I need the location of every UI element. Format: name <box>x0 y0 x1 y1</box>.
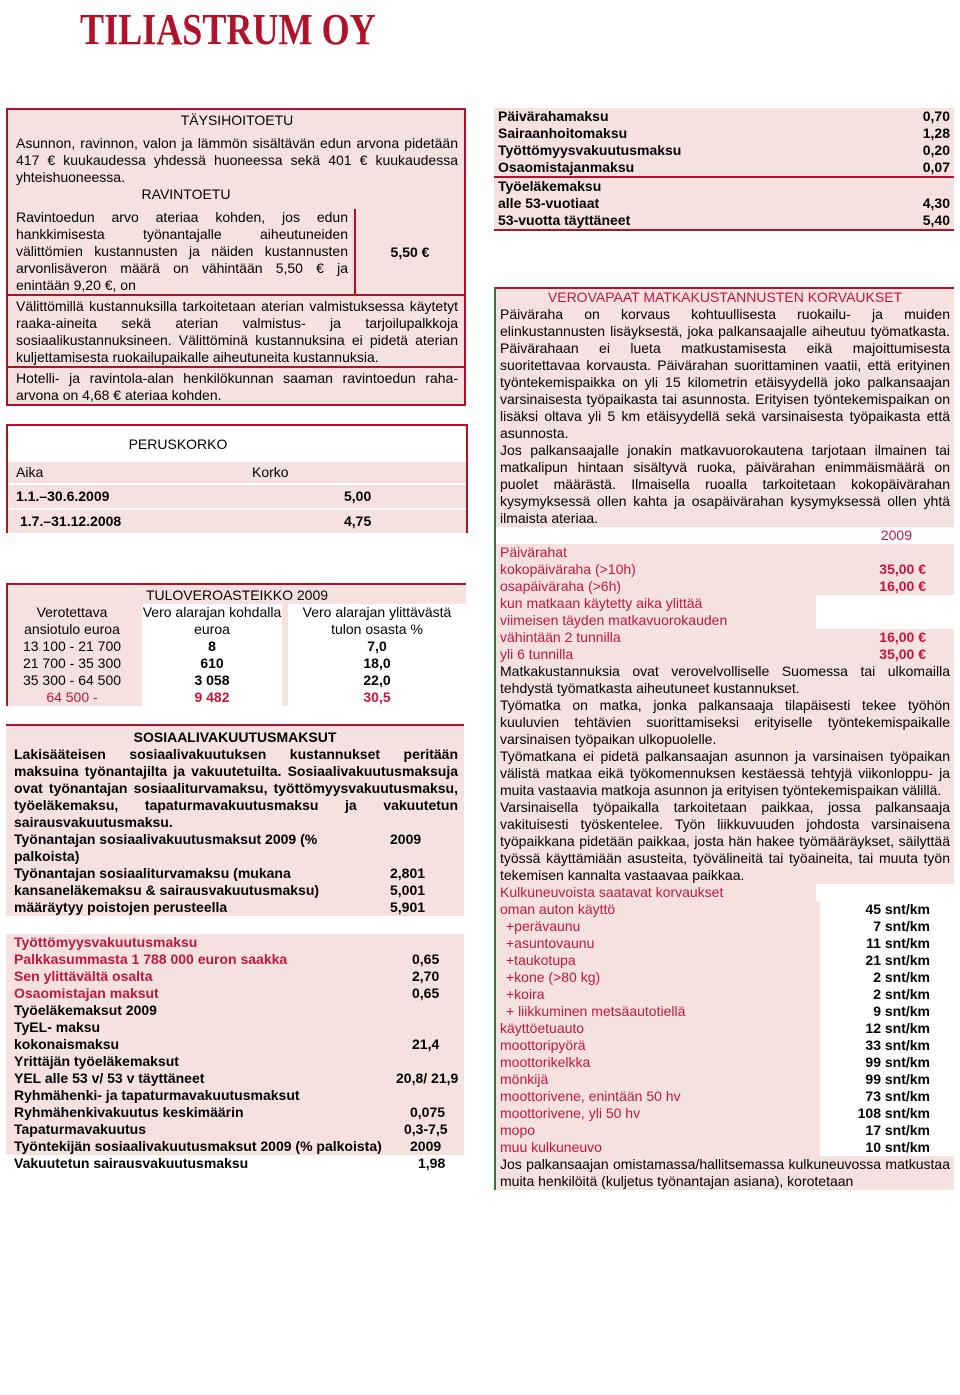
maksu-row <box>494 142 954 159</box>
maksut-section <box>494 108 954 231</box>
kun-text1: kun matkaan käytetty aika ylittää <box>500 595 703 611</box>
tulovero-income: 64 500 - <box>46 689 98 705</box>
company-logo: TILIASTRUM OY <box>80 5 376 54</box>
osa-label: osapäiväraha (>6h) <box>500 578 622 594</box>
kulku-label: käyttöetuauto <box>500 1020 585 1036</box>
tapaturma-label: Tapaturmavakuutus <box>14 1121 146 1137</box>
maksu-label: Osaomistajanmaksu <box>498 159 635 175</box>
kulku-value: 99 snt/km <box>820 1071 954 1088</box>
tulovero-h1: Verotettava ansiotulo euroa <box>24 604 120 637</box>
kulku-row <box>496 1139 954 1156</box>
yel-value: 20,8/ 21,9 <box>396 1070 459 1086</box>
employer-value: 5,001 <box>390 882 426 898</box>
peruskorko-row <box>8 483 466 508</box>
ravinto-title: RAVINTOETU <box>141 186 231 202</box>
kulku-row <box>496 1020 954 1037</box>
kulku-row <box>496 1054 954 1071</box>
maksu-row <box>494 125 954 142</box>
tyoelakemaksu-title-text: Työeläkemaksu <box>498 178 602 194</box>
kulku-label: +perävaunu <box>506 918 581 934</box>
tulovero-row <box>8 672 466 689</box>
tyel-label2: kokonaismaksu <box>14 1036 120 1052</box>
koko-value: 35,00 € <box>879 561 926 577</box>
osa-value: 16,00 € <box>879 578 926 594</box>
sosiaali-section <box>6 724 464 1172</box>
kulku-row <box>496 918 954 935</box>
kulku-row <box>496 986 954 1003</box>
peruskorko-rate: 5,00 <box>344 488 372 504</box>
kulku-value: 99 snt/km <box>820 1054 954 1071</box>
vah-value: 16,00 € <box>879 629 926 645</box>
kulku-label: moottorikelkka <box>500 1054 591 1070</box>
employer-title: Työnantajan sosiaalivakuutusmaksut 2009 (% palkoista) <box>14 831 318 864</box>
tyel-value: 21,4 <box>412 1036 440 1052</box>
kulku-label: moottorivene, enintään 50 hv <box>500 1088 681 1104</box>
unemp-value: 0,65 <box>412 985 440 1001</box>
yli-value: 35,00 € <box>879 646 926 662</box>
tulovero-rate: 22,0 <box>288 672 466 689</box>
sairaus-label: Vakuutetun sairausvakuutusmaksu <box>14 1155 249 1171</box>
tulovero-income: 13 100 - 21 700 <box>22 638 122 654</box>
kulku-row <box>496 1105 954 1122</box>
kulku-row <box>496 1003 954 1020</box>
kulku-row <box>496 952 954 969</box>
verovapaat-p3: Matkakustannuksia ovat verovelvolliselle Suomessa tai ulkomailla tehdystä työmatkasta aiheutuneet kustannukset. <box>500 663 950 696</box>
yel-label: YEL alle 53 v/ 53 v täyttäneet <box>14 1070 205 1086</box>
maksu-row <box>494 108 954 125</box>
tulovero-rate: 7,0 <box>288 638 466 655</box>
tayshoito-title: TÄYSIHOITOETU <box>180 112 294 128</box>
unemp-label: Sen ylittävältä osalta <box>14 968 153 984</box>
koko-label: kokopäiväraha (>10h) <box>500 561 636 577</box>
kulku-row <box>496 935 954 952</box>
tulovero-base-tax: 3 058 <box>142 672 282 689</box>
verovapaat-section <box>494 287 954 1190</box>
tulovero-row <box>8 655 466 672</box>
kulku-row <box>496 1088 954 1105</box>
kulku-row <box>496 1122 954 1139</box>
tulovero-income: 21 700 - 35 300 <box>22 655 122 671</box>
verovapaat-p7: Jos palkansaajan omistamassa/hallitsemassa kulkuneuvossa matkustaa muita henkilöitä (kuljetus työnantajan asiana), korotetaan <box>500 1156 950 1189</box>
tyoelakemaksu-value: 4,30 <box>922 195 950 211</box>
kulku-label: + liikkuminen metsäautotiellä <box>506 1003 686 1019</box>
kulku-value: 7 snt/km <box>820 918 954 935</box>
peruskorko-rate: 4,75 <box>344 513 372 529</box>
tyoelakemaksu-value: 5,40 <box>922 212 950 228</box>
kulku-value: 33 snt/km <box>820 1037 954 1054</box>
kulku-value: 10 snt/km <box>820 1139 954 1156</box>
kulku-label: moottorivene, yli 50 hv <box>500 1105 641 1121</box>
ryhma-value: 0,075 <box>410 1104 446 1120</box>
tapaturma-value: 0,3-7,5 <box>404 1121 448 1137</box>
employer-text: Työnantajan sosiaaliturvamaksu (mukana kansaneläkemaksu & sairausvakuutusmaksu) määräytyy poistojen perusteella <box>14 865 320 915</box>
verovapaat-p1: Päiväraha on korvaus kohtuullisesta ruokailu- ja muiden elinkustannusten lisäyksestä, joka palkansaajalle aiheutuu työmatkasta. Päivärahaan ei lueta matkustamisesta eikä majoittumisesta suoritettavaa korvausta. Päivärahan suorittaminen vaatii, että erityinen työntekemispaikka on yli 15 kilometrin etäisyydellä joko palkansaajan varsinaisesta työpaikasta tai asunnosta. Erityisen työntekemispaikan on lisäksi oltava yli 5 km etäisyydellä sekä varsinaisesta työpaikasta että asunnosta. <box>500 306 950 441</box>
kulku-label: muu kulkuneuvo <box>500 1139 602 1155</box>
kulku-value: 9 snt/km <box>820 1003 954 1020</box>
sosiaali-intro: Lakisääteisen sosiaalivakuutuksen kustannukset peritään maksuina työnantajilta ja vakuutetuilta. Sosiaalivakuutusmaksuja ovat työnantajan sosiaaliturvamaksu, työttömyysvakuutusmaksu, työeläkemaksu, tapaturmavakuutusmaksu ja vakuutetun sairausvakuutusmaksu. <box>14 746 458 830</box>
tulovero-row <box>8 638 466 655</box>
unemp-value: 2,70 <box>412 968 440 984</box>
unemp-value: 0,65 <box>412 951 440 967</box>
peruskorko-period: 1.7.–31.12.2008 <box>20 513 122 529</box>
tulovero-h3: Vero alarajan ylittävästä tulon osasta % <box>288 604 466 638</box>
tyoelakemaksu-label: alle 53-vuotiaat <box>498 195 600 211</box>
tulovero-base-tax: 610 <box>142 655 282 672</box>
employer-value: 5,901 <box>390 899 426 915</box>
kulku-value: 108 snt/km <box>820 1105 954 1122</box>
kulku-label: +asuntovaunu <box>506 935 595 951</box>
tayshoito-section <box>6 108 466 186</box>
tulovero-rate: 18,0 <box>288 655 466 672</box>
peruskorko-section <box>6 424 468 533</box>
maksu-label: Päivärahamaksu <box>498 108 609 124</box>
tyoelakemaksu-label: 53-vuotta täyttäneet <box>498 212 631 228</box>
verovapaat-p2: Jos palkansaajalle jonakin matkavuorokautena tarjotaan ilmainen tai matkalipun hintaan sisältyvä ruoka, päivärahan enimmäismäärä on puolet määrästä. Ilmaisella ruoalla tarkoitetaan kokopäivärahan kysymyksessä ollen kahta ja osapäivärahan kysymyksessä ollen yhtä ilmaista ateriaa. <box>500 442 950 526</box>
tayshoito-text: Asunnon, ravinnon, valon ja lämmön sisältävän edun arvona pidetään 417 € kuukaudessa yhdessä huoneessa sekä 401 € kuukaudessa yhteishuoneessa. <box>16 135 458 185</box>
left-column <box>6 108 466 1172</box>
peruskorko-row <box>8 508 466 533</box>
kulku-value: 11 snt/km <box>820 935 954 952</box>
kulku-value: 21 snt/km <box>820 952 954 969</box>
peruskorko-col-aika: Aika <box>16 464 44 480</box>
employee-title: Työntekijän sosiaalivakuutusmaksut 2009 (% palkoista) <box>14 1138 382 1154</box>
kulku-row <box>496 1071 954 1088</box>
kulku-label: +taukotupa <box>506 952 576 968</box>
kulku-row <box>496 901 954 918</box>
sairaus-value: 1,98 <box>418 1155 446 1171</box>
kulku-row <box>496 1037 954 1054</box>
maksu-value: 1,28 <box>922 125 950 141</box>
maksu-value: 0,70 <box>922 108 950 124</box>
verovapaat-p4: Työmatka on matka, jonka palkansaaja tilapäisesti tekee työhön kuuluvien tehtävien suorittamiseksi erityiselle työntekemispaikalle varsinaisen työpaikan ulkopuolelle. <box>500 697 950 747</box>
kun-text2: viimeisen täyden matkavuorokauden <box>500 612 728 628</box>
employer-value: 2,801 <box>390 865 426 881</box>
ravinto-text1: Ravintoedun arvo ateriaa kohden, jos edun hankkimisesta työnantajalle aiheutuneiden välittömien kustannusten ja näiden kustannusten arvonlisäveron määrä on vähintään 5,50 € ja enintään 9,20 €, on <box>16 209 348 293</box>
paivarahat-title: Päivärahat <box>500 544 567 560</box>
peruskorko-title: PERUSKORKO <box>128 436 228 452</box>
maksu-label: Työttömyysvakuutusmaksu <box>498 142 682 158</box>
ravinto-text2: Välittömillä kustannuksilla tarkoitetaan aterian valmistuksessa käytetyt raaka-aineita sekä aterian valmistus- ja tarjoilupalkkoja sosiaalikustannuksineen. Välittöminä kustannuksina ei pidetä aterian kuljettamisesta ruokailupaikalle aiheutuneita kustannuksia. <box>8 294 464 366</box>
kulku-label: mopo <box>500 1122 536 1138</box>
employee-year: 2009 <box>410 1138 442 1154</box>
maksu-label: Sairaanhoitomaksu <box>498 125 628 141</box>
unemp-label: Osaomistajan maksut <box>14 985 159 1001</box>
ravinto-section <box>6 186 466 406</box>
yel-title: Yrittäjän työeläkemaksut <box>14 1053 179 1069</box>
maksu-value: 0,20 <box>922 142 950 158</box>
ravinto-value: 5,50 € <box>354 209 464 294</box>
maksu-value: 0,07 <box>922 159 950 175</box>
tulovero-row <box>8 689 466 706</box>
kulku-label: mönkijä <box>500 1071 549 1087</box>
tulovero-base-tax: 9 482 <box>142 689 282 706</box>
tulovero-rate: 30,5 <box>288 689 466 706</box>
tyoelakemaksu-title <box>494 178 954 195</box>
kulku-value: 12 snt/km <box>820 1020 954 1037</box>
kulku-label: +kone (>80 kg) <box>506 969 601 985</box>
kulku-label: +koira <box>506 986 545 1002</box>
tyoelakemaksu-row <box>494 195 954 212</box>
kulku-title: Kulkuneuvoista saatavat korvaukset <box>500 884 724 900</box>
tyoelake-title: Työeläkemaksut 2009 <box>14 1002 157 1018</box>
kulku-value: 17 snt/km <box>820 1122 954 1139</box>
kulku-value: 45 snt/km <box>820 901 954 918</box>
kulku-value: 2 snt/km <box>820 986 954 1003</box>
unemp-label: Palkkasummasta 1 788 000 euron saakka <box>14 951 288 967</box>
peruskorko-period: 1.1.–30.6.2009 <box>16 488 110 504</box>
maksu-row <box>494 159 954 178</box>
ryhma-label: Ryhmähenkivakuutus keskimäärin <box>14 1104 244 1120</box>
tulovero-h2: Vero alarajan kohdalla euroa <box>142 604 282 637</box>
verovapaat-p6: Varsinaisella työpaikalla tarkoitetaan paikkaa, jossa palkansaaja vakituisesti työskentelee. Työn liikkuvuuden johdosta varsinaisena työpaikkana pidetään paikkaa, josta hän hakee työmääräykset, säilyttää työssä käyttämiään asusteita, työvälineitä tai työaineita, tai muuta työn tekemisen kannalta vastaavaa paikkaa. <box>500 799 950 883</box>
sosiaali-title: SOSIAALIVAKUUTUSMAKSUT <box>133 729 337 745</box>
tyel-label1: TyEL- maksu <box>14 1019 101 1035</box>
tulovero-section <box>6 583 466 706</box>
kulku-value: 2 snt/km <box>820 969 954 986</box>
vah-label: vähintään 2 tunnilla <box>500 629 621 645</box>
right-column <box>494 108 954 1190</box>
paivarahat-year: 2009 <box>880 527 912 543</box>
tulovero-income: 35 300 - 64 500 <box>22 672 122 688</box>
verovapaat-title: VEROVAPAAT MATKAKUSTANNUSTEN KORVAUKSET <box>496 287 954 306</box>
unemp-title: Työttömyysvakuutusmaksu <box>14 934 198 950</box>
verovapaat-p5: Työmatkana ei pidetä palkansaajan asunnon ja varsinaisen työpaikan välistä matkaa eikä työkomennuksen kestäessä tehtyjä viikonloppu- ja muita vastaavia matkoja asunnon ja erityisen työntekemispaikan välillä. <box>500 748 950 798</box>
tyoelakemaksu-row <box>494 212 954 229</box>
kulku-label: oman auton käyttö <box>500 901 616 917</box>
tulovero-base-tax: 8 <box>142 638 282 655</box>
kulku-label: moottoripyörä <box>500 1037 586 1053</box>
kulku-value: 73 snt/km <box>820 1088 954 1105</box>
ravinto-text3: Hotelli- ja ravintola-alan henkilökunnan saaman ravintoedun raha-arvona on 4,68 € ateriaa kohden. <box>8 366 464 404</box>
ryhma-title: Ryhmähenki- ja tapaturmavakuutusmaksut <box>14 1087 300 1103</box>
employer-year: 2009 <box>390 831 422 847</box>
kulku-row <box>496 969 954 986</box>
yli-label: yli 6 tunnilla <box>500 646 574 662</box>
tulovero-title: TULOVEROASTEIKKO 2009 <box>145 587 329 603</box>
peruskorko-col-korko: Korko <box>252 464 289 480</box>
